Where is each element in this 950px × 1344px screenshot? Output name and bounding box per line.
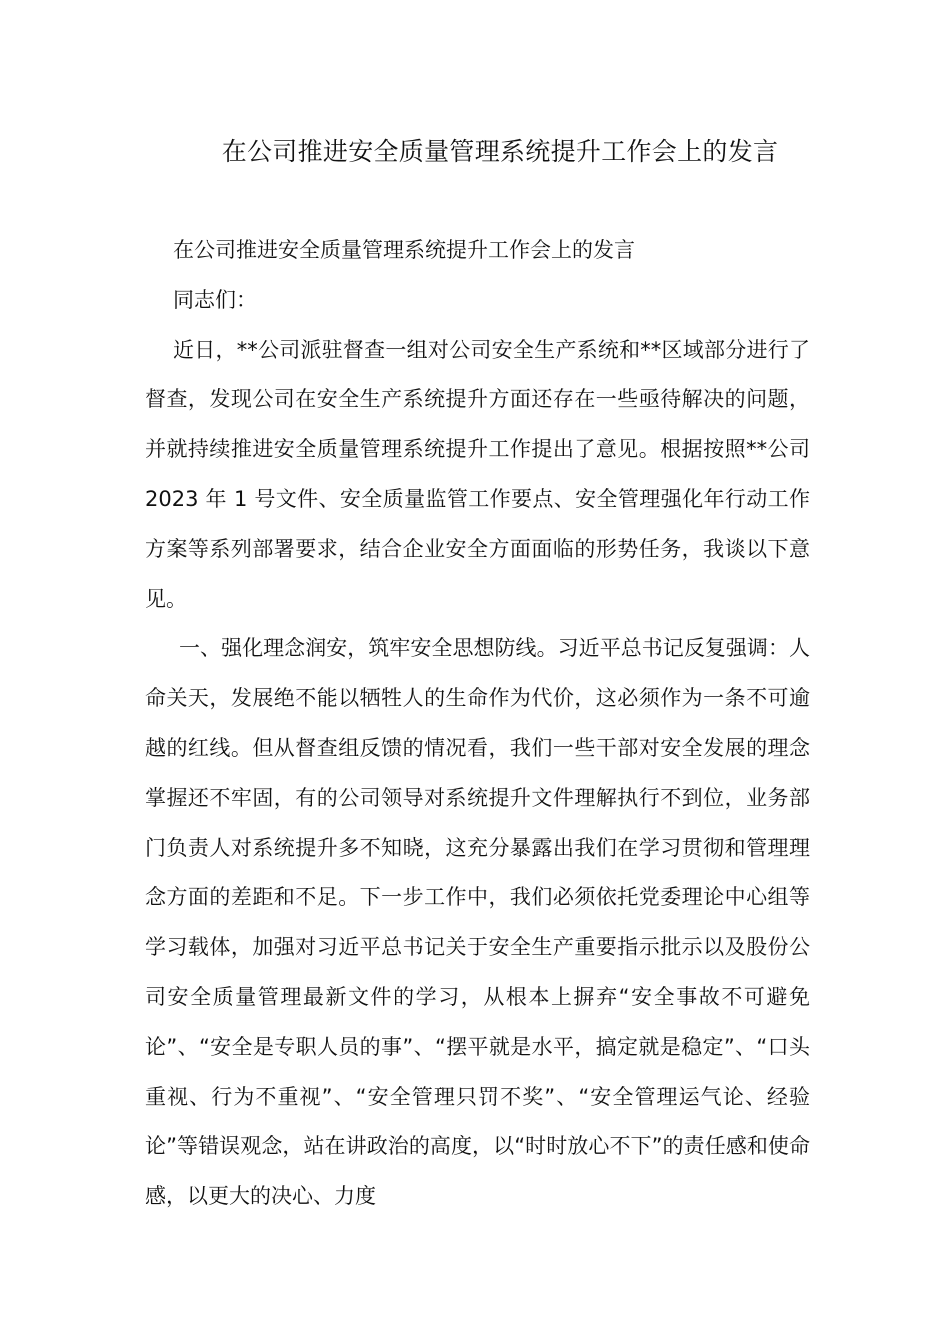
paragraph-intro: 近日，**公司派驻督查一组对公司安全生产系统和**区域部分进行了督查，发现公司在安全生产系统提升方面还存在一些亟待解决的问题，并就持续推进安全质量管理系统提升工作提出了意见。根据按照**公司 2023 年 1 号文件、安全质量监管工作要点、安全管理强化年行动工作方案等系列部署要求，结合企业安全方面面临的形势任务，我谈以下意见。 (145, 337, 810, 611)
document-title: 在公司推进安全质量管理系统提升工作会上的发言 (221, 137, 779, 166)
document-body (145, 226, 810, 1222)
salutation: 同志们： (173, 287, 257, 312)
document-subtitle: 在公司推进安全质量管理系统提升工作会上的发言 (173, 238, 635, 262)
paragraph-section-one: 一、强化理念润安，筑牢安全思想防线。习近平总书记反复强调：人命关天，发展绝不能以牺牲人的生命作为代价，这必须作为一条不可逾越的红线。但从督查组反馈的情况看，我们一些干部对安全发展的理念掌握还不牢固，有的公司领导对系统提升文件理解执行不到位，业务部门负责人对系统提升多不知晓，这充分暴露出我们在学习贯彻和管理理念方面的差距和不足。下一步工作中，我们必须依托党委理论中心组等学习载体，加强对习近平总书记关于安全生产重要指示批示以及股份公司安全质量管理最新文件的学习，从根本上摒弃“安全事故不可避免论”、“安全是专职人员的事”、“摆平就是水平，搞定就是稳定”、“口头重视、行为不重视”、“安全管理只罚不奖”、“安全管理运气论、经验论”等错误观念，站在讲政治的高度，以“时时放心不下”的责任感和使命感，以更大的决心、力度 (145, 636, 810, 1209)
